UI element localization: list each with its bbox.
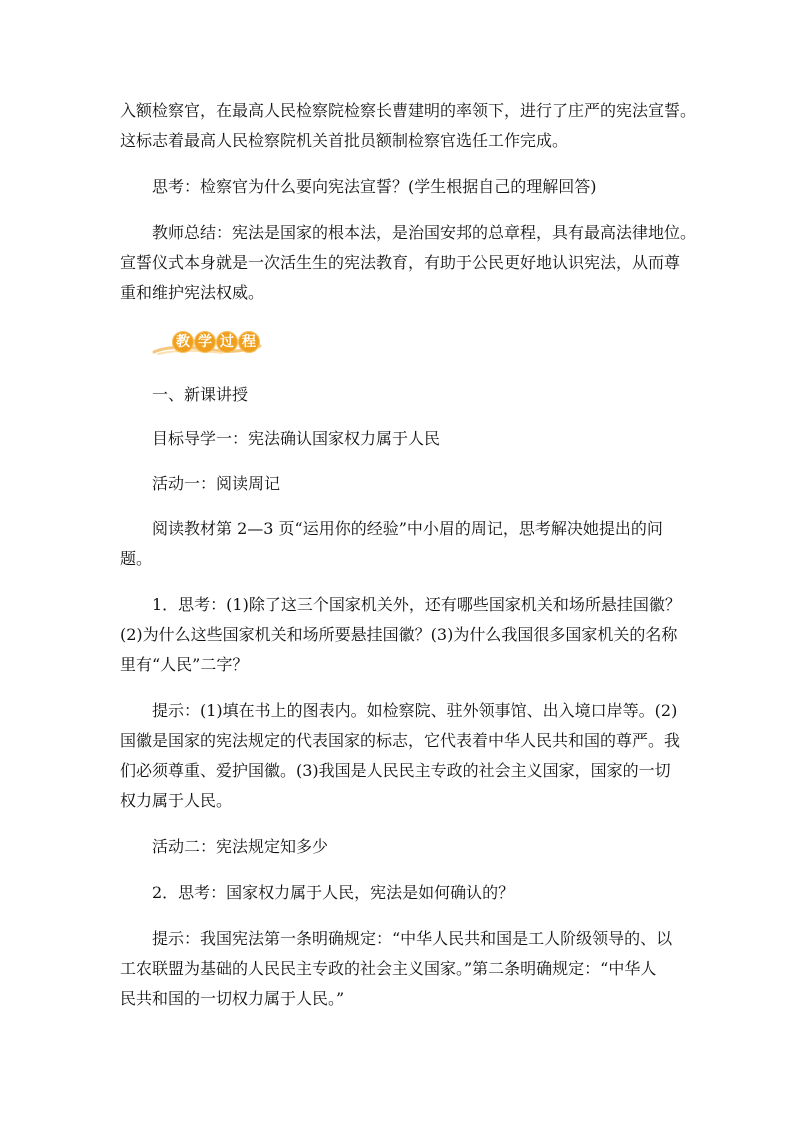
think-paragraph bbox=[120, 172, 680, 202]
text-line: (2)为什么这些国家机关和场所要悬挂国徽？(3)为什么我国很多国家机关的名称 bbox=[120, 625, 678, 644]
text-line: 目标导学一：宪法确认国家权力属于人民 bbox=[152, 429, 441, 448]
text-line: 这标志着最高人民检察院机关首批员额制检察官选任工作完成。 bbox=[120, 131, 569, 150]
activity-one-heading bbox=[120, 469, 680, 499]
text-line: 1．思考：(1)除了这三个国家机关外，还有哪些国家机关和场所悬挂国徽？ bbox=[152, 595, 681, 614]
banner-char: 教 bbox=[172, 331, 194, 353]
teaching-process-banner bbox=[152, 328, 262, 358]
text-line: 活动一：阅读周记 bbox=[152, 474, 281, 493]
activity-two-heading bbox=[120, 832, 680, 862]
text-line: 工农联盟为基础的人民民主专政的社会主义国家。”第二条明确规定：“中华人 bbox=[120, 959, 657, 978]
section-heading bbox=[120, 380, 680, 410]
goal-heading bbox=[120, 424, 680, 454]
text-line: 入额检察官，在最高人民检察院检察长曹建明的率领下，进行了庄严的宪法宣誓。 bbox=[120, 101, 697, 120]
banner-char: 学 bbox=[194, 331, 216, 353]
hint-two-paragraph bbox=[120, 924, 680, 1014]
hint-one-paragraph bbox=[120, 696, 680, 816]
text-line: 教师总结：宪法是国家的根本法，是治国安邦的总章程，具有最高法律地位。 bbox=[152, 223, 697, 242]
text-line: 里有“人民”二字？ bbox=[120, 655, 249, 674]
reading-paragraph bbox=[120, 514, 680, 574]
text-line: 国徽是国家的宪法规定的代表国家的标志，它代表着中华人民共和国的尊严。我 bbox=[120, 731, 681, 750]
text-line: 宣誓仪式本身就是一次活生生的宪法教育，有助于公民更好地认识宪法，从而尊 bbox=[120, 253, 681, 272]
banner-char: 程 bbox=[238, 331, 260, 353]
text-line: 阅读教材第 2—3 页“运用你的经验”中小眉的周记，思考解决她提出的问 bbox=[152, 519, 663, 538]
question-one-paragraph bbox=[120, 590, 680, 680]
text-line: 题。 bbox=[120, 549, 153, 568]
intro-paragraph bbox=[120, 96, 697, 156]
text-line: 提示：我国宪法第一条明确规定：“中华人民共和国是工人阶级领导的、以 bbox=[152, 929, 673, 948]
text-line: 权力属于人民。 bbox=[120, 791, 233, 810]
teacher-summary-paragraph bbox=[120, 218, 697, 308]
text-line: 一、新课讲授 bbox=[152, 385, 249, 404]
text-line: 们必须尊重、爱护国徽。(3)我国是人民民主专政的社会主义国家，国家的一切 bbox=[120, 761, 671, 780]
text-line: 2．思考：国家权力属于人民，宪法是如何确认的？ bbox=[152, 883, 515, 902]
question-two-paragraph bbox=[120, 878, 680, 908]
text-line: 活动二：宪法规定知多少 bbox=[152, 837, 329, 856]
text-line: 重和维护宪法权威。 bbox=[120, 283, 265, 302]
text-line: 提示：(1)填在书上的图表内。如检察院、驻外领事馆、出入境口岸等。(2) bbox=[152, 701, 678, 720]
text-line: 民共和国的一切权力属于人民。” bbox=[120, 989, 345, 1008]
text-line: 思考：检察官为什么要向宪法宣誓？(学生根据自己的理解回答) bbox=[152, 177, 597, 196]
banner-char: 过 bbox=[216, 331, 238, 353]
